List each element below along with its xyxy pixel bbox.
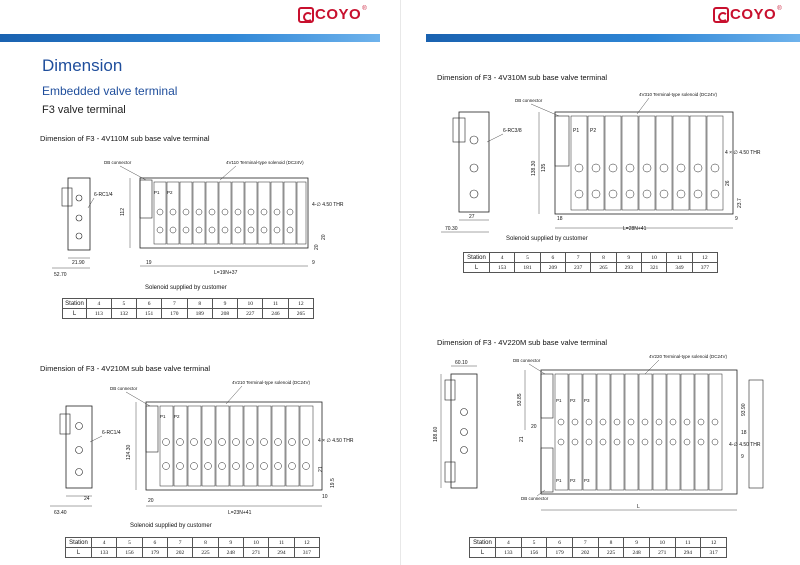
drawing-4v310m (441, 90, 761, 240)
table-cell: 9 (218, 538, 243, 548)
page-title: Dimension (42, 56, 123, 75)
table-cell: 8 (193, 538, 218, 548)
table-cell: 237 (565, 263, 590, 273)
hole-label: 4 × ∅ 4.50 THR (725, 150, 761, 156)
drawing-4v210m (50, 376, 354, 516)
table-cell: 151 (137, 309, 162, 319)
table-header-cell: L (66, 548, 92, 558)
table-header-cell: Station (470, 538, 496, 548)
dim-label: 26 (725, 180, 731, 186)
table-cell: 9 (616, 253, 641, 263)
connector-label: DB connector (110, 386, 138, 391)
station-label: P1 (556, 478, 562, 483)
dim-label: 9 (735, 216, 738, 222)
dim-label: 188.60 (433, 426, 439, 442)
table-cell: 132 (111, 309, 136, 319)
dim-label: 21 (318, 466, 324, 472)
dim-label: 20 (314, 244, 320, 250)
dim-label: 21 (519, 436, 525, 442)
table-cell: 265 (288, 309, 313, 319)
dim-label: 18 (741, 430, 747, 436)
table-row (470, 548, 727, 558)
dim-label: 24 (84, 496, 90, 502)
dim-label: 18 (557, 216, 563, 222)
table-cell: 225 (193, 548, 218, 558)
station-label: P3 (584, 398, 590, 403)
brand-mark-icon (713, 7, 729, 23)
station-label: P1 (573, 128, 580, 134)
table-cell: 12 (701, 538, 727, 548)
dim-label: 19.5 (330, 478, 336, 488)
dim-label: 23.7 (737, 198, 743, 208)
table-cell: 156 (521, 548, 547, 558)
dim-label: L=28N+41 (623, 226, 647, 232)
dim-label: 21.90 (72, 260, 85, 266)
dim-label: 9 (741, 454, 744, 460)
table-cell: 9 (624, 538, 650, 548)
table-cell: 133 (92, 548, 117, 558)
dim-label: 70.30 (445, 226, 458, 232)
table-cell: 133 (496, 548, 522, 558)
table-cell: 5 (521, 538, 547, 548)
table-cell: 10 (238, 299, 263, 309)
table-cell: 317 (701, 548, 727, 558)
station-label: P2 (167, 190, 173, 195)
table-cell: 12 (288, 299, 313, 309)
dim-label: 19 (146, 260, 152, 266)
table-cell: 248 (624, 548, 650, 558)
table-header-cell: L (464, 263, 490, 273)
station-label: P1 (556, 398, 562, 403)
brand-registered-mark: ® (777, 6, 782, 12)
table-cell: 12 (692, 253, 717, 263)
connector-label: DB connector (104, 160, 132, 165)
table-cell: 5 (117, 538, 142, 548)
port-label: 6-RC1/4 (94, 192, 113, 198)
table-cell: 202 (572, 548, 598, 558)
dim-label: 10 (322, 494, 328, 500)
port-label: 6-RC1/4 (102, 430, 121, 436)
supplied-note: Solenoid supplied by customer (145, 285, 227, 291)
section-title-4v110m: Dimension of F3 - 4V110M sub base valve terminal (40, 134, 210, 143)
table-cell: 294 (675, 548, 701, 558)
table-cell: 170 (162, 309, 187, 319)
table-row (470, 538, 727, 548)
table-row (63, 299, 314, 309)
hole-label: 4 × ∅ 4.50 THR (318, 438, 354, 444)
table-cell: 227 (238, 309, 263, 319)
brand-mark-icon (298, 7, 314, 23)
solenoid-label: 4V210 Terminal-type solenoid (DC24V) (232, 380, 310, 385)
table-row (66, 538, 320, 548)
table-cell: 202 (167, 548, 192, 558)
hole-label: 4-∅ 4.50 THR (729, 442, 761, 448)
table-cell: 4 (87, 299, 112, 309)
section-title-4v310m: Dimension of F3 - 4V310M sub base valve terminal (437, 73, 608, 82)
table-cell: 265 (591, 263, 616, 273)
station-label: P1 (154, 190, 160, 195)
table-cell: 294 (269, 548, 294, 558)
station-table-4v220m (469, 537, 727, 558)
station-label: P2 (590, 128, 597, 134)
dim-label: 20 (148, 498, 154, 504)
brand-logo (298, 6, 367, 23)
solenoid-label: 4V310 Terminal-type solenoid (DC24V) (639, 92, 717, 97)
dim-label: 52.70 (54, 272, 67, 278)
table-cell: 9 (212, 299, 237, 309)
solenoid-label: 4V110 Terminal-type solenoid (DC24V) (226, 160, 304, 165)
station-table-4v310m (463, 252, 718, 273)
table-header-cell: L (63, 309, 87, 319)
station-table-4v110m (62, 298, 314, 319)
table-cell: 4 (490, 253, 515, 263)
table-cell: 321 (641, 263, 666, 273)
table-cell: 271 (649, 548, 675, 558)
header-band (426, 34, 800, 42)
table-cell: 225 (598, 548, 624, 558)
table-cell: 349 (667, 263, 692, 273)
connector-label: DB connector (515, 98, 543, 103)
dim-label: 138.30 (531, 160, 537, 176)
table-cell: 248 (218, 548, 243, 558)
table-cell: 11 (269, 538, 294, 548)
brand-logo (713, 6, 782, 23)
station-table-4v210m (65, 537, 320, 558)
table-cell: 10 (243, 538, 268, 548)
dim-label: L=23N+41 (228, 510, 252, 516)
page-subtitle-secondary: F3 valve terminal (42, 104, 126, 116)
table-cell: 189 (187, 309, 212, 319)
station-label: P2 (570, 478, 576, 483)
table-cell: 153 (490, 263, 515, 273)
dim-label: 20 (321, 234, 327, 240)
table-cell: 6 (547, 538, 573, 548)
table-cell: 6 (142, 538, 167, 548)
dim-label: 27 (469, 214, 475, 220)
table-cell: 5 (111, 299, 136, 309)
solenoid-label: 4V220 Terminal-type solenoid (DC24V) (649, 354, 727, 359)
table-header-cell: Station (464, 253, 490, 263)
dim-label: L=19N+37 (214, 270, 238, 276)
dim-label: L (637, 504, 640, 510)
table-cell: 208 (212, 309, 237, 319)
dim-label: 93.85 (517, 393, 523, 406)
table-cell: 6 (540, 253, 565, 263)
dim-label: 60.10 (455, 360, 468, 366)
table-cell: 179 (142, 548, 167, 558)
table-cell: 7 (167, 538, 192, 548)
right-page (400, 0, 800, 565)
table-cell: 10 (649, 538, 675, 548)
table-cell: 317 (294, 548, 319, 558)
table-row (464, 253, 718, 263)
table-header-cell: L (470, 548, 496, 558)
hole-label: 4-∅ 4.50 THR (312, 202, 344, 208)
page-subtitle: Embedded valve terminal (42, 84, 178, 98)
table-cell: 4 (92, 538, 117, 548)
table-cell: 11 (263, 299, 288, 309)
table-cell: 8 (591, 253, 616, 263)
station-label: P1 (160, 414, 166, 419)
supplied-note: Solenoid supplied by customer (506, 236, 588, 242)
port-label: 6-RC3/8 (503, 128, 522, 134)
connector-label: DB connector (521, 496, 549, 501)
dim-label: 135 (541, 163, 547, 172)
table-row (63, 309, 314, 319)
drawing-4v110m (50, 150, 344, 280)
station-label: P2 (174, 414, 180, 419)
table-cell: 7 (572, 538, 598, 548)
header-band (0, 34, 380, 42)
table-cell: 113 (87, 309, 112, 319)
supplied-note: Solenoid supplied by customer (130, 523, 212, 529)
table-cell: 156 (117, 548, 142, 558)
table-cell: 7 (565, 253, 590, 263)
section-title-4v220m: Dimension of F3 - 4V220M sub base valve terminal (437, 338, 608, 347)
table-cell: 179 (547, 548, 573, 558)
brand-name: COYO (730, 6, 777, 23)
table-cell: 181 (515, 263, 540, 273)
dim-label: 124.30 (126, 444, 132, 460)
table-cell: 8 (187, 299, 212, 309)
table-row (66, 548, 320, 558)
station-label: P3 (584, 478, 590, 483)
table-cell: 293 (616, 263, 641, 273)
drawing-4v220m (431, 350, 771, 515)
connector-label: DB connector (513, 358, 541, 363)
table-cell: 12 (294, 538, 319, 548)
dim-label: 112 (120, 208, 126, 216)
dim-label: 20 (531, 424, 537, 430)
dim-label: 63.40 (54, 510, 67, 516)
table-cell: 4 (496, 538, 522, 548)
table-cell: 5 (515, 253, 540, 263)
table-cell: 377 (692, 263, 717, 273)
dim-label: 9 (312, 260, 315, 266)
dim-label: 93.90 (741, 403, 747, 416)
table-cell: 6 (137, 299, 162, 309)
table-cell: 11 (667, 253, 692, 263)
table-cell: 10 (641, 253, 666, 263)
brand-name: COYO (315, 6, 362, 23)
table-cell: 7 (162, 299, 187, 309)
table-cell: 271 (243, 548, 268, 558)
station-label: P2 (570, 398, 576, 403)
table-cell: 246 (263, 309, 288, 319)
table-cell: 11 (675, 538, 701, 548)
table-cell: 209 (540, 263, 565, 273)
section-title-4v210m: Dimension of F3 - 4V210M sub base valve terminal (40, 364, 211, 373)
table-cell: 8 (598, 538, 624, 548)
table-header-cell: Station (63, 299, 87, 309)
table-row (464, 263, 718, 273)
table-header-cell: Station (66, 538, 92, 548)
brand-registered-mark: ® (362, 6, 367, 12)
